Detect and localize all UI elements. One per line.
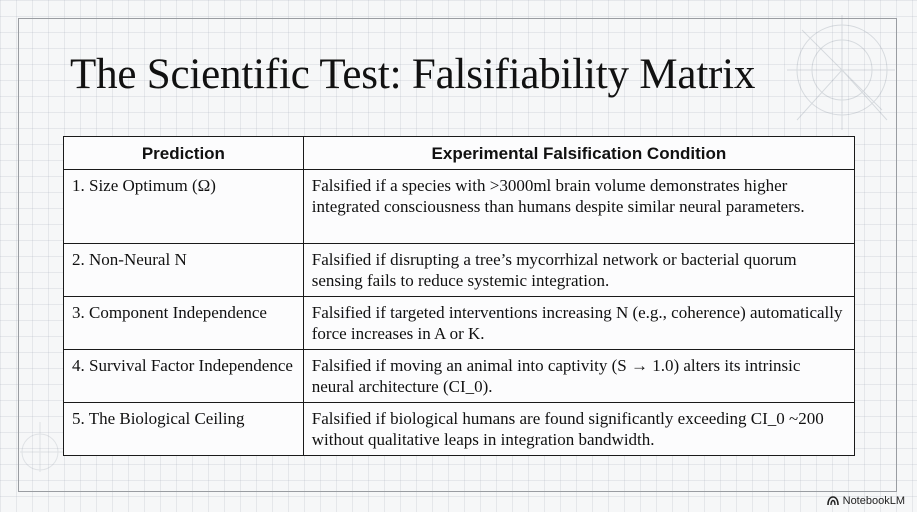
condition-cell: Falsified if biological humans are found significantly exceeding CI_0 ~200 without qualitative leaps in integration bandwidth. bbox=[303, 403, 854, 456]
prediction-cell: 2. Non-Neural N bbox=[64, 244, 304, 297]
condition-cell: Falsified if a species with >3000ml brain volume demonstrates higher integrated consciousness than humans despite similar neural parameters. bbox=[303, 170, 854, 244]
table-row bbox=[64, 297, 855, 350]
table-row bbox=[64, 244, 855, 297]
brand-label: NotebookLM bbox=[842, 495, 905, 507]
notebooklm-branding bbox=[827, 495, 905, 507]
notebooklm-logo-icon bbox=[827, 496, 839, 506]
column-header-prediction: Prediction bbox=[64, 137, 304, 170]
prediction-cell: 5. The Biological Ceiling bbox=[64, 403, 304, 456]
compass-sketch-icon bbox=[767, 10, 897, 140]
column-header-condition: Experimental Falsification Condition bbox=[303, 137, 854, 170]
table-row bbox=[64, 403, 855, 456]
prediction-cell: 3. Component Independence bbox=[64, 297, 304, 350]
page-title: The Scientific Test: Falsifiability Matrix bbox=[70, 51, 756, 98]
condition-cell: Falsified if targeted interventions increasing N (e.g., coherence) automatically force increases in A or K. bbox=[303, 297, 854, 350]
prediction-cell: 1. Size Optimum (Ω) bbox=[64, 170, 304, 244]
condition-cell: Falsified if moving an animal into captivity (S → 1.0) alters its intrinsic neural architecture (CI_0). bbox=[303, 350, 854, 403]
condition-cell: Falsified if disrupting a tree’s mycorrhizal network or bacterial quorum sensing fails to reduce systemic integration. bbox=[303, 244, 854, 297]
prediction-cell: 4. Survival Factor Independence bbox=[64, 350, 304, 403]
table-header-row bbox=[64, 137, 855, 170]
falsifiability-table bbox=[63, 136, 855, 456]
table-row bbox=[64, 350, 855, 403]
table-row bbox=[64, 170, 855, 244]
